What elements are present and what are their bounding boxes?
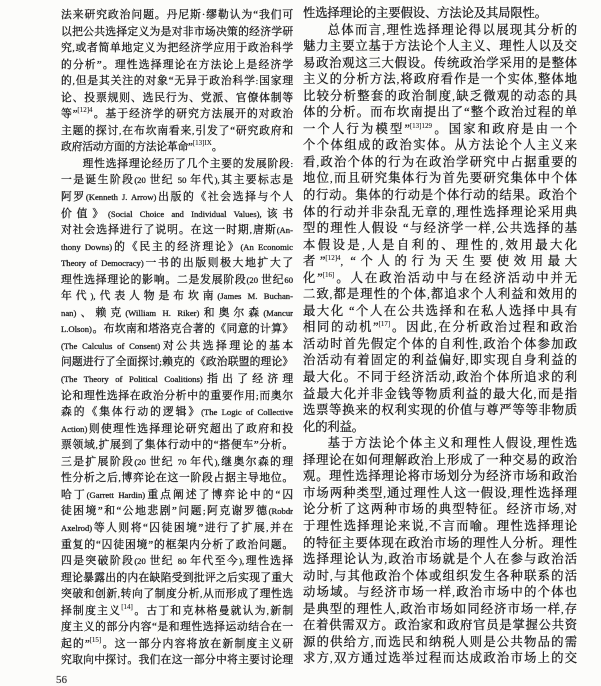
latin-text: , xyxy=(452,91,455,103)
latin-text: , xyxy=(561,604,564,616)
text-line: 二致,都是理性的个体,都追求个人利益和效用的 xyxy=(303,287,577,302)
latin-text: , xyxy=(200,589,203,600)
text-line: 政府活动方面的方法论革命”$^{[13]IX}$。 xyxy=(61,139,223,154)
text-line: 主题的探讨,在布坎南看来,引发了“研究政府和 xyxy=(61,124,293,137)
latin-text: (Robdr xyxy=(268,506,293,517)
latin-text: , xyxy=(500,240,503,252)
left-text-column xyxy=(61,7,293,669)
text-line: 本假设是,人是自利的、理性的,效用最大化 xyxy=(303,237,577,252)
text-line: 问题进行了全面探讨;赖克的《政治联盟的理论》 xyxy=(61,356,293,369)
latin-text: , xyxy=(452,588,455,600)
text-line: 在着供需双方。政治家和政府官员是掌握公共资 xyxy=(303,618,577,633)
latin-text: ), xyxy=(214,175,220,186)
text-line: 相同的动机”[17]。因此,在分析政治过程和政治 xyxy=(303,320,577,335)
latin-text: (The Theory of Political Coalitions) xyxy=(61,374,203,385)
latin-text: , xyxy=(492,224,495,236)
latin-text: 60 xyxy=(284,274,293,285)
text-line: 基于方法论个体主义和理性人假设,理性选 xyxy=(327,436,577,451)
right-text-column xyxy=(303,5,577,667)
latin-text: , xyxy=(362,240,365,252)
latin-text: , xyxy=(330,571,333,583)
text-line: 求方,双方通过选举过程而达成政治市场上的交 xyxy=(303,651,577,666)
text-line: 比较分析整套的政治制度,缺乏微观的动态的具 xyxy=(303,88,577,103)
latin-text: , xyxy=(384,555,387,567)
latin-text: , xyxy=(434,323,437,335)
latin-text xyxy=(399,224,403,235)
latin-text: thony Downs) xyxy=(61,241,113,252)
latin-text: , xyxy=(266,605,269,616)
text-line: Action)则使理性选择理论研究超出了政府和投 xyxy=(61,422,293,435)
text-line: 的行动。集体的行动是个体行动的结果。政治个 xyxy=(303,188,577,203)
text-line: 理性选择理论的影响。二是发展阶段(20 世纪60 xyxy=(61,273,293,286)
latin-text: , xyxy=(340,257,351,269)
text-line: 的特征主要体现在政治市场的理性人分析。理性 xyxy=(303,535,577,550)
text-line: 论、投票规则、选民行为、党派、官僚体制等 xyxy=(61,91,293,104)
text-line: 总体而言,理性选择理论得以展现其分析的 xyxy=(327,22,577,37)
citation-superscript: [14] xyxy=(121,602,133,611)
text-line: 化”[16]。人在政治活动中与在经济活动中并无 xyxy=(303,270,577,285)
text-line: 徒困境”和“公地悲剧”问题;阿克谢罗德(Robdr xyxy=(61,505,293,518)
text-line: 重复的“囚徒困境”的框架内分析了政治问题。 xyxy=(61,538,293,551)
text-line: 突破和创新,转向了制度分析,从而形成了理性选 xyxy=(61,588,293,601)
text-line: 最大化 “个人在公共选择和在私人选择中具有 xyxy=(303,303,577,318)
latin-text: (Mancur xyxy=(263,307,293,318)
text-line: Axelrod)等人则将“囚徒困境”进行了扩展,并在 xyxy=(61,521,293,534)
latin-text: (Kenneth J. Arrow) xyxy=(85,192,157,203)
latin-text: , xyxy=(249,225,252,236)
text-line: 于理性选择理论来说,不言而喻。理性选择理论 xyxy=(303,518,577,533)
latin-text: , xyxy=(534,75,537,87)
latin-text: ), xyxy=(90,291,96,302)
latin-text: , xyxy=(452,373,455,385)
text-line: L.Olson)。布坎南和塔洛克合著的《同意的计算》 xyxy=(61,323,293,336)
text-line: 择理论在如何理解政治上形成了一种交易的政治 xyxy=(303,452,577,467)
text-line: 性分析之后,博弈论在这一阶段占据主导地位。 xyxy=(61,472,293,485)
text-line: 选择理论认为,政治市场就是个人在参与政治活 xyxy=(303,552,577,567)
text-line: 魅力主要立基于方法论个人主义、理性人以及交 xyxy=(303,39,577,54)
text-line: 选票等换来的权利实现的价值与尊严等等非物质 xyxy=(303,403,577,418)
latin-text: (An Economic xyxy=(240,241,293,252)
latin-text: , xyxy=(330,654,333,666)
latin-text: ), xyxy=(214,456,220,467)
latin-text: (Garrett Hardin) xyxy=(86,489,146,500)
text-line: 一是诞生阶段(20 世纪 50 年代),其主要标志是 xyxy=(61,174,293,187)
text-line: nan)、赖克(William H. Riker)和奥尔森(Mancur xyxy=(61,306,293,319)
latin-text: , xyxy=(452,207,455,219)
latin-text: , xyxy=(533,439,536,451)
text-line: 论和理性选择在政治分析中的重要作用;而奥尔 xyxy=(61,389,293,402)
latin-text: , xyxy=(95,440,98,451)
latin-text: Axelrod) xyxy=(61,522,93,533)
text-line: thony Downs)的《民主的经济理论》(An Economic xyxy=(61,240,293,253)
text-line: 是典型的理性人,政治市场如同经济市场一样,存 xyxy=(303,601,577,616)
text-line: (The Calculus of Consent)对公共选择理论的基本 xyxy=(61,339,293,352)
latin-text: , xyxy=(117,589,120,600)
text-line: 的分析”。理性选择理论在方法论上是经济学 xyxy=(61,58,293,71)
latin-text: , xyxy=(479,339,482,351)
text-line: 易政治观这三大假设。传统政治学采用的是整体 xyxy=(303,55,577,70)
text-line: 四是突破阶段(20 世纪 80 年代至今),理性选择 xyxy=(61,555,293,568)
text-line: 论分析了这两种市场的典型特征。经济市场,对 xyxy=(303,502,577,517)
text-line: 年代),代表人物是布坎南(James M. Buchan- xyxy=(61,290,293,303)
text-line: 市场两种类型,通过理性人这一假设,理性选择理 xyxy=(303,485,577,500)
latin-text: 50 xyxy=(174,175,191,186)
latin-text: , xyxy=(266,522,269,533)
text-line: 法来研究政治问题。丹尼斯·缪勒认为“我们可 xyxy=(61,9,293,21)
text-line: 地位,而且研究集体行为首先要研究集体中个体 xyxy=(303,171,577,186)
text-line: 阿罗(Kenneth J. Arrow)出版的《社会选择与个人 xyxy=(61,191,293,204)
text-line: 化的利益。 xyxy=(303,419,364,434)
latin-text: ; xyxy=(202,506,206,517)
latin-text: , xyxy=(329,290,333,302)
text-line: 等”$^{[12]4}$。基于经济学的研究方法展开的对政治 xyxy=(61,106,293,121)
latin-text: (20 xyxy=(134,175,150,186)
citation-superscript: [13]IX xyxy=(192,139,212,148)
latin-text: (20 xyxy=(246,274,262,285)
text-line: 三是扩展阶段(20 世纪 70 年代),继奥尔森的理 xyxy=(61,455,293,468)
text-line: 对社会选择进行了说明。在这一时期,唐斯(An- xyxy=(61,224,293,237)
text-line: 动场域。与经济市场一样,政治市场中的个体也 xyxy=(303,585,577,600)
text-line: 个个体组成的政治实体。从方法论个人主义来 xyxy=(303,138,577,153)
latin-text: ; xyxy=(159,357,162,368)
latin-text: : xyxy=(255,76,259,87)
latin-text: , xyxy=(119,125,122,136)
latin-text: , xyxy=(316,157,320,169)
latin-text: L.Olson) xyxy=(61,324,92,335)
text-line: 价值》(Social Choice and Individual Values),该书 xyxy=(61,207,293,220)
text-line: 动时,与其他政治个体或组织发生各种联系的活 xyxy=(303,568,577,583)
text-line: 体的行动并非杂乱无章的,理性选择理论采用典 xyxy=(303,204,577,219)
latin-text: (William H. Riker) xyxy=(125,307,200,318)
latin-text: , xyxy=(396,75,400,87)
latin-text: 70 xyxy=(174,456,191,467)
text-line: 活动时首先假定个体的自利性,政治个体参加政 xyxy=(303,336,577,351)
latin-text: (The Logic of Collective xyxy=(201,407,293,418)
text-line: 度主义的部分内容“是和理性选择运动结合在一 xyxy=(61,621,293,634)
latin-text: ), xyxy=(239,556,245,567)
text-line: 看,政治个体的行为在政治学研究中占据重要的 xyxy=(303,154,577,169)
latin-text: , xyxy=(330,174,333,186)
latin-text: , xyxy=(382,25,385,37)
text-line: 一个人行为模型”$^{[13]129}$。国家和政府是由一个 xyxy=(303,121,577,136)
latin-text: (Social Choice and Individual Values), xyxy=(108,208,262,219)
text-line: 治活动有着固定的利益偏好,即实现自身利益的 xyxy=(303,353,577,368)
latin-text: (The Calculus of Consent) xyxy=(61,340,161,351)
text-line: 究,或者简单地定义为把经济学应用于政治科学 xyxy=(61,42,293,55)
text-line: 以把公共选择定义为是对非市场决策的经济学研 xyxy=(61,25,293,38)
latin-text: , xyxy=(192,125,195,136)
latin-text: , xyxy=(383,488,386,500)
text-line: 理论暴露出的内在缺陷受到批评之后实现了重大 xyxy=(61,571,293,584)
text-line: 体的分析。而布坎南提出了“整个政治过程的单 xyxy=(303,105,577,120)
text-line: 主义的分析方法,将政府看作是一个实体,整体地 xyxy=(303,72,577,87)
latin-text: (20 xyxy=(134,456,150,467)
text-line: 观。理性选择理论将市场划分为经济市场和政治 xyxy=(303,469,577,484)
text-line: (The Theory of Political Coalitions)指出了经济理 xyxy=(61,373,293,386)
text-line: 森的《集体行动的逻辑》(The Logic of Collective xyxy=(61,406,293,419)
latin-text: (An- xyxy=(276,225,293,236)
latin-text: , xyxy=(72,43,75,54)
text-line: 哈丁(Garrett Hardin)重点阐述了博弈论中的“囚 xyxy=(61,488,293,501)
citation-superscript: [17] xyxy=(378,320,391,329)
latin-text: , xyxy=(370,637,374,649)
latin-text: (James M. Buchan- xyxy=(217,291,293,302)
latin-text: (20 xyxy=(134,556,150,567)
text-line: 起的”[15]。这一部分内容将放在新制度主义研 xyxy=(61,635,293,650)
latin-text: , xyxy=(72,76,75,87)
latin-text: , xyxy=(507,488,511,500)
latin-text: Theory of Democracy) xyxy=(61,258,144,269)
text-line: 票领域,扩展到了集体行动中的“搭便车”分析。 xyxy=(61,439,293,452)
citation-superscript: [16] xyxy=(322,270,335,279)
text-line: 型的理性人假设 “与经济学一样,公共选择的基 xyxy=(303,221,577,236)
latin-text: ; xyxy=(256,390,259,401)
latin-text: , xyxy=(533,389,537,401)
latin-text: , xyxy=(425,521,428,533)
latin-text: , xyxy=(118,473,121,484)
text-line: 的,但是其关注的对象“无异于政治科学:国家理 xyxy=(61,75,293,88)
text-line: 源的供给方,而选民和纳税人则是公共物品的需 xyxy=(303,634,577,649)
text-line: 益最大化并非金钱等物质利益的最大化,而是指 xyxy=(303,386,577,401)
latin-text: 80 xyxy=(174,556,191,567)
citation-superscript: [12]4 xyxy=(77,106,93,115)
text-line: 者”$^{[12]4}$, “个人的行为天生要使效用最大 xyxy=(303,254,577,269)
latin-text: , xyxy=(465,356,469,368)
text-line: 性选择理论的主要假设、方法论及其局限性。 xyxy=(303,6,547,20)
citation-superscript: [15] xyxy=(89,635,102,644)
latin-text: , xyxy=(427,290,430,302)
citation-superscript: [13]129 xyxy=(409,121,433,130)
latin-text: , xyxy=(396,604,400,616)
citation-superscript: [12]4 xyxy=(325,254,341,263)
page-number: 56 xyxy=(56,674,67,686)
text-line: 理性选择理论经历了几个主要的发展阶段: xyxy=(82,157,293,170)
text-line: Theory of Democracy)一书的出版则极大地扩大了 xyxy=(61,257,293,270)
latin-text: , xyxy=(560,505,564,517)
text-line: 究取向中探讨。我们在这一部分中将主要讨论理 xyxy=(61,654,293,667)
latin-text: nan) xyxy=(61,307,77,318)
latin-text: : xyxy=(290,158,293,169)
text-line: 最大化。不同于经济活动,政治个体所追求的利 xyxy=(303,370,577,385)
latin-text xyxy=(345,307,349,318)
text-line: 择制度主义[14]。古丁和克林格曼就认为,新制 xyxy=(61,602,293,617)
latin-text: Action) xyxy=(61,423,88,434)
